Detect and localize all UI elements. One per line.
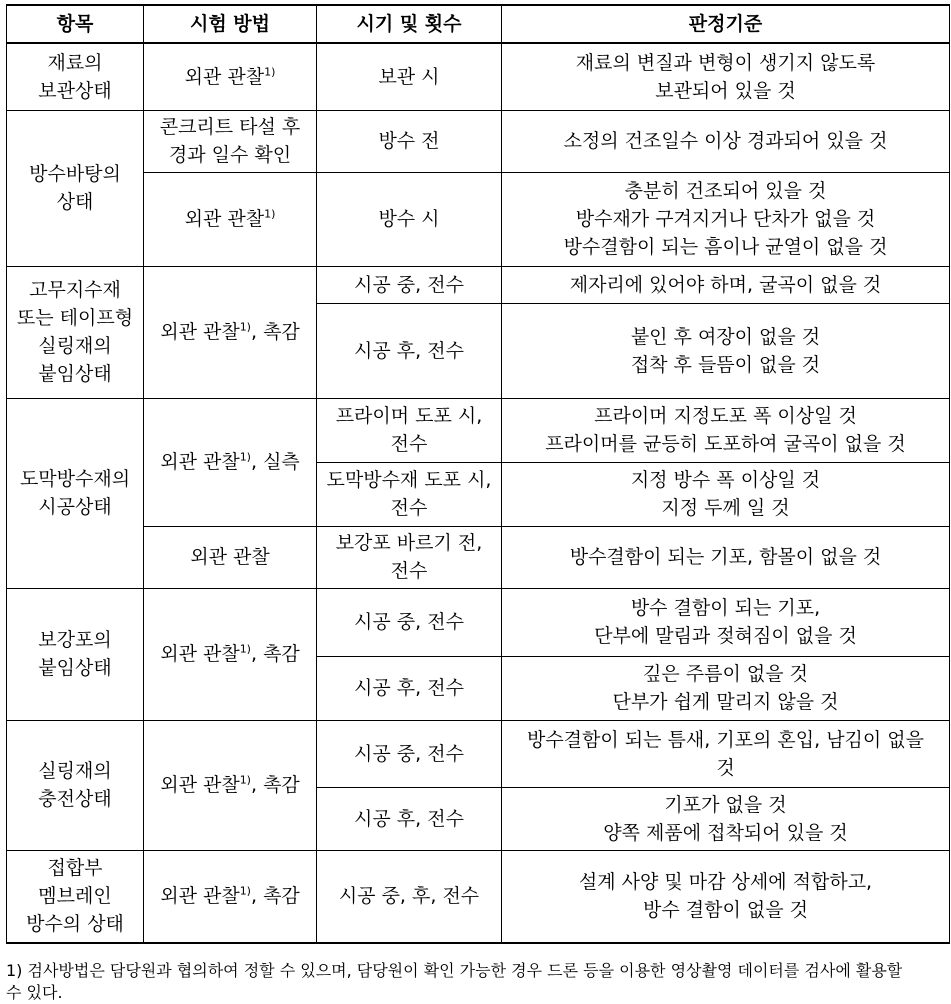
header-row bbox=[7, 5, 950, 43]
method-cell bbox=[144, 398, 317, 526]
header-criteria: 판정기준 bbox=[502, 5, 950, 43]
table-row bbox=[7, 720, 950, 787]
item-cell: 실링재의 충전상태 bbox=[7, 720, 144, 850]
item-cell: 접합부 멤브레인 방수의 상태 bbox=[7, 850, 144, 943]
footnote-ref: 1) bbox=[264, 207, 276, 221]
criteria-cell: 지정 방수 폭 이상일 것 지정 두께 일 것 bbox=[502, 462, 950, 526]
criteria-cell: 방수결함이 되는 틈새, 기포의 혼입, 남김이 없을 것 bbox=[502, 720, 950, 787]
item-cell: 도막방수재의 시공상태 bbox=[7, 398, 144, 588]
timing-cell: 시공 중, 전수 bbox=[317, 588, 502, 656]
method-cell bbox=[144, 43, 317, 110]
method-cell bbox=[144, 850, 317, 943]
method-cell: 콘크리트 타설 후 경과 일수 확인 bbox=[144, 110, 317, 172]
timing-cell: 프라이머 도포 시, 전수 bbox=[317, 398, 502, 462]
method-text: 외관 관찰 bbox=[184, 208, 265, 230]
method-text: 외관 관찰 bbox=[160, 321, 240, 343]
item-cell: 보강포의 붙임상태 bbox=[7, 588, 144, 720]
criteria-cell: 재료의 변질과 변형이 생기지 않도록 보관되어 있을 것 bbox=[502, 43, 950, 110]
timing-cell: 시공 중, 전수 bbox=[317, 720, 502, 787]
method-cell bbox=[144, 588, 317, 720]
timing-cell: 보관 시 bbox=[317, 43, 502, 110]
method-suffix: , 촉감 bbox=[250, 643, 300, 665]
table-row bbox=[7, 43, 950, 110]
item-cell: 고무지수재 또는 테이프형 실링재의 붙임상태 bbox=[7, 266, 144, 398]
method-text: 외관 관찰 bbox=[160, 774, 240, 796]
method-suffix: , 실측 bbox=[250, 451, 300, 473]
timing-cell: 도막방수재 도포 시, 전수 bbox=[317, 462, 502, 526]
timing-cell: 시공 후, 전수 bbox=[317, 303, 502, 398]
method-text: 외관 관찰 bbox=[160, 643, 240, 665]
footnote-ref: 1) bbox=[239, 450, 251, 464]
item-cell: 재료의 보관상태 bbox=[7, 43, 144, 110]
method-text: 외관 관찰 bbox=[160, 885, 240, 908]
footnote-ref: 1) bbox=[239, 642, 251, 656]
criteria-cell: 기포가 없을 것 양쪽 제품에 접착되어 있을 것 bbox=[502, 787, 950, 850]
criteria-cell: 충분히 건조되어 있을 것 방수재가 구겨지거나 단차가 없을 것 방수결함이 되는 흠이나 균열이 없을 것 bbox=[502, 172, 950, 266]
header-item: 항목 bbox=[7, 5, 144, 43]
criteria-cell: 방수 결함이 되는 기포, 단부에 말림과 젖혀짐이 없을 것 bbox=[502, 588, 950, 656]
table-row bbox=[7, 398, 950, 462]
method-cell bbox=[144, 172, 317, 266]
timing-cell: 시공 후, 전수 bbox=[317, 656, 502, 720]
method-suffix: , 촉감 bbox=[250, 885, 300, 908]
inspection-table bbox=[6, 4, 950, 944]
criteria-cell: 깊은 주름이 없을 것 단부가 쉽게 말리지 않을 것 bbox=[502, 656, 950, 720]
item-cell: 방수바탕의 상태 bbox=[7, 110, 144, 266]
method-text: 외관 관찰 bbox=[184, 65, 265, 88]
timing-cell: 시공 중, 후, 전수 bbox=[317, 850, 502, 943]
criteria-cell: 붙인 후 여장이 없을 것 접착 후 들뜸이 없을 것 bbox=[502, 303, 950, 398]
header-method: 시험 방법 bbox=[144, 5, 317, 43]
criteria-cell: 제자리에 있어야 하며, 굴곡이 없을 것 bbox=[502, 266, 950, 303]
timing-cell: 방수 전 bbox=[317, 110, 502, 172]
timing-cell: 보강포 바르기 전, 전수 bbox=[317, 526, 502, 588]
timing-cell: 시공 후, 전수 bbox=[317, 787, 502, 850]
timing-cell: 방수 시 bbox=[317, 172, 502, 266]
footnote-ref: 1) bbox=[239, 884, 251, 898]
criteria-cell: 설계 사양 및 마감 상세에 적합하고, 방수 결함이 없을 것 bbox=[502, 850, 950, 943]
footnote-ref: 1) bbox=[239, 320, 251, 334]
table-row bbox=[7, 850, 950, 943]
table-row bbox=[7, 526, 950, 588]
footnote: 1) 검사방법은 담당원과 협의하여 정할 수 있으며, 담당원이 확인 가능한 경우 드론 등을 이용한 영상촬영 데이터를 검사에 활용할 수 있다. bbox=[6, 961, 903, 1002]
method-suffix: , 촉감 bbox=[250, 774, 300, 796]
table-row bbox=[7, 110, 950, 172]
footnote-ref: 1) bbox=[239, 773, 251, 787]
table-row bbox=[7, 172, 950, 266]
criteria-cell: 방수결함이 되는 기포, 함몰이 없을 것 bbox=[502, 526, 950, 588]
method-text: 외관 관찰 bbox=[160, 451, 240, 473]
table-row bbox=[7, 588, 950, 656]
method-cell: 외관 관찰 bbox=[144, 526, 317, 588]
criteria-cell: 프라이머 지정도포 폭 이상일 것 프라이머를 균등히 도포하여 굴곡이 없을 것 bbox=[502, 398, 950, 462]
criteria-cell: 소정의 건조일수 이상 경과되어 있을 것 bbox=[502, 110, 950, 172]
method-cell bbox=[144, 720, 317, 850]
table-row bbox=[7, 266, 950, 303]
header-timing: 시기 및 횟수 bbox=[317, 5, 502, 43]
method-suffix: , 촉감 bbox=[250, 321, 300, 343]
method-cell bbox=[144, 266, 317, 398]
timing-cell: 시공 중, 전수 bbox=[317, 266, 502, 303]
footnote-ref: 1) bbox=[264, 65, 276, 79]
